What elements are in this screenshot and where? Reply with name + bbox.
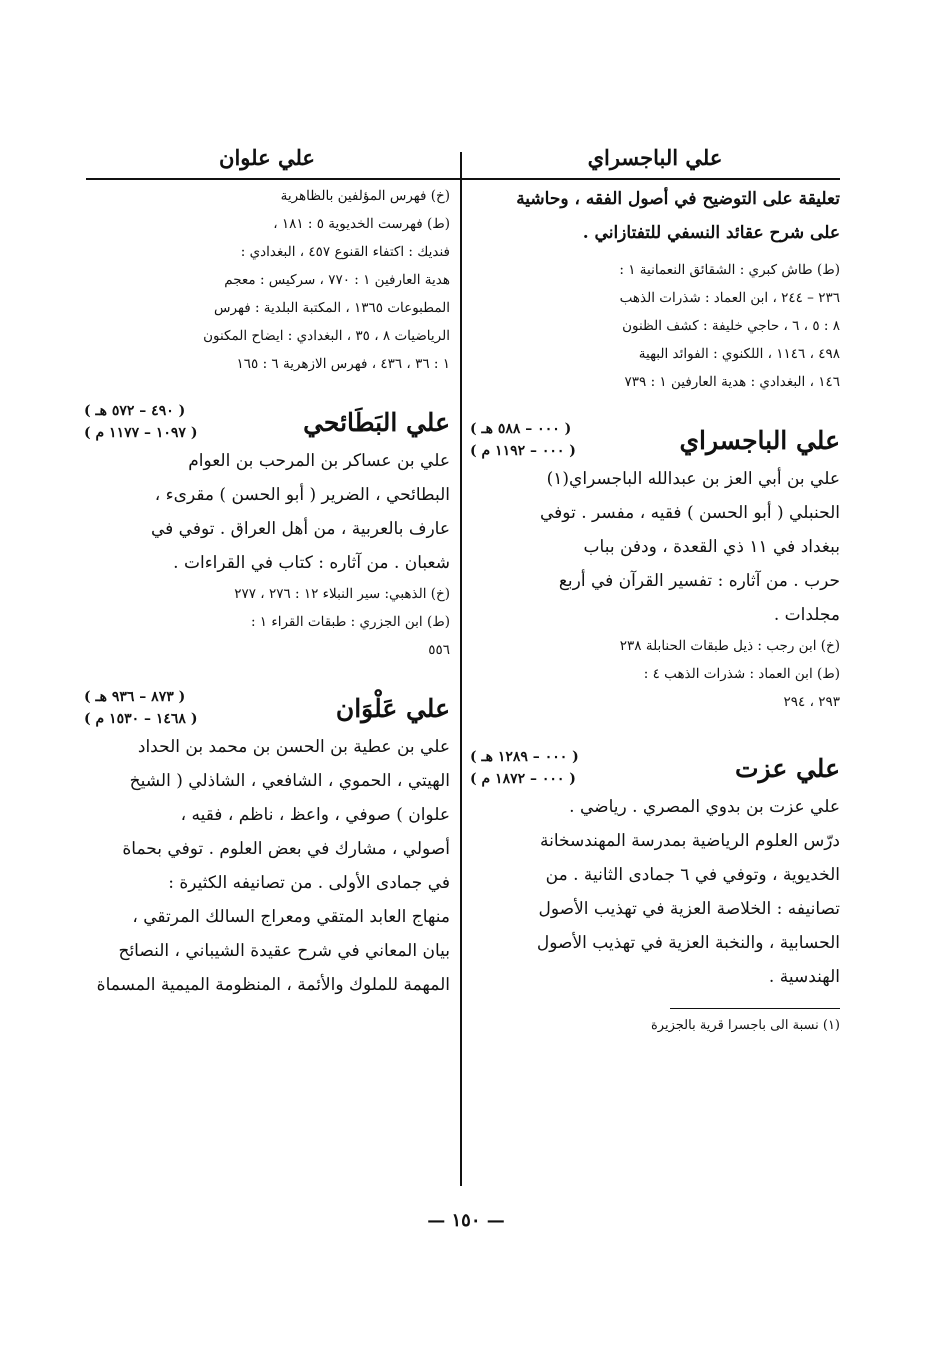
right-column xyxy=(470,140,840,1037)
column-divider xyxy=(460,152,462,1186)
dates-hijri: ( ٨٧٣ – ٩٣٦ هـ ) xyxy=(84,689,186,705)
entry-dates xyxy=(470,418,576,462)
entry-dates xyxy=(84,400,197,444)
reference-line: (ط) فهرست الخديوية ٥ : ١٨١ ، xyxy=(273,216,450,232)
entry-body-line: علي بن عساكر بن المرحب بن العوام xyxy=(188,451,450,471)
entry-body-line: الهيتي ، الحموي ، الشافعي ، الشاذلي ( الشيخ xyxy=(129,771,450,791)
footnote-rule xyxy=(670,1008,840,1009)
dates-gregorian: ( ١٠٩٧ – ١١٧٧ م ) xyxy=(84,425,198,441)
entry-body-line: أصولي ، مشارك في بعض العلوم . توفي بحماة xyxy=(122,839,450,859)
reference-line: (خ) فهرس المؤلفين بالظاهرية xyxy=(280,188,450,204)
dates-gregorian: ( ٠٠٠ – ١١٩٢ م ) xyxy=(470,443,576,459)
entry-heading xyxy=(84,400,450,444)
right-column-body xyxy=(470,182,840,1037)
entry-name: علي عزت xyxy=(735,753,840,783)
entry-body-line: علي عزت بن بدوي المصري . رياضي . xyxy=(569,797,840,817)
entry-dates xyxy=(84,686,197,730)
reference-line: (ط) ابن الجزري : طبقات القراء ١ : xyxy=(250,614,450,630)
left-running-header: علي علوان xyxy=(219,145,315,170)
entry-body-line: منهاج العابد المتقي ومعراج السالك المرتقي ، xyxy=(132,907,450,927)
continued-text-line: على شرح عقائد النسفي للتفتازاني . xyxy=(582,223,840,243)
reference-line: ٤٩٨ ، ١١٤٦ ، اللكنوي : الفوائد البهية xyxy=(638,346,840,362)
reference-line: ٥٥٦ xyxy=(428,642,450,658)
entry-body-line: في جمادى الأولى . من تصانيفه الكثيرة : xyxy=(168,873,450,893)
reference-line: المطبوعات ١٣٦٥ ، المكتبة البلدية : فهرس xyxy=(214,300,450,316)
right-running-header: علي الباجسراي xyxy=(587,145,723,170)
continued-text-line: تعليقة على التوضيح في أصول الفقه ، وحاشية xyxy=(516,189,840,209)
reference-line: فنديك : اكتفاء القنوع ٤٥٧ ، البغدادي : xyxy=(240,244,450,260)
page-number: — ١٥٠ — xyxy=(427,1210,505,1231)
entry-body-line: المهمة للملوك والأئمة ، المنظومة الميمية المسماة xyxy=(96,975,450,995)
entry-body-line: الحسابية ، والنخبة العزية في تهذيب الأصول xyxy=(536,933,840,953)
dates-hijri: ( ٠٠٠ – ٥٨٨ هـ ) xyxy=(470,421,572,437)
entry-body-line: الحنبلي ( أبو الحسن ) فقيه ، مفسر . توفي xyxy=(540,503,840,523)
entry-body-line: بيان المعاني في شرح عقيدة الشيباني ، النصائح xyxy=(118,941,450,961)
reference-line: (ط) طاش كبري : الشقائق النعمانية ١ : xyxy=(619,262,840,278)
entry-name: علي الباجسراي xyxy=(679,425,840,455)
entry-body-line: شعبان . من آثاره : كتاب في القراءات . xyxy=(173,553,450,573)
reference-line: ٢٩٣ ، ٢٩٤ xyxy=(783,694,840,710)
entry-name: علي عَلْوَان xyxy=(335,693,450,723)
left-column-body xyxy=(84,182,450,1002)
reference-line: ١٤٦ ، البغدادي : هدية العارفين ١ : ٧٣٩ xyxy=(624,374,840,390)
entry-dates xyxy=(470,746,579,790)
reference-line: (خ) ابن رجب : ذيل طبقات الحنابلة ٢٣٨ xyxy=(619,638,840,654)
reference-line: ٢٣٦ – ٢٤٤ ، ابن العماد : شذرات الذهب xyxy=(619,290,840,306)
reference-line: ٨ : ٥ ، ٦ ، حاجي خليفة : كشف الظنون xyxy=(622,318,840,334)
entry-heading xyxy=(470,418,840,462)
entry-body-line: ببغداد في ١١ ذي القعدة ، ودفن بباب xyxy=(583,537,840,557)
entry-body-line: علوان ) صوفي ، واعظ ، ناظم ، فقيه ، xyxy=(180,805,450,825)
entry-body-line: الخديوية ، وتوفي في ٦ جمادى الثانية . من xyxy=(545,865,840,885)
left-column xyxy=(84,140,450,1002)
reference-line: (خ) الذهبي: سير النبلاء ١٢ : ٢٧٦ ، ٢٧٧ xyxy=(234,586,450,602)
entry-heading xyxy=(84,686,450,730)
entry-body-line: تصانيفه : الخلاصة العزية في تهذيب الأصول xyxy=(538,899,840,919)
reference-line: هدية العارفين ١ : ٧٧٠ ، سركيس : معجم xyxy=(224,272,450,288)
dates-gregorian: ( ٠٠٠ – ١٨٧٢ م ) xyxy=(470,771,576,787)
entry-name: علي البَطَائحي xyxy=(303,407,450,437)
entry-heading xyxy=(470,746,840,790)
dates-gregorian: ( ١٤٦٨ – ١٥٣٠ م ) xyxy=(84,711,198,727)
reference-line: ١ : ٣٦ ، ٤٣٦ ، فهرس الازهرية ٦ : ١٦٥ xyxy=(236,356,450,372)
reference-line: الرياضيات ٨ ، ٣٥ ، البغدادي : ايضاح المكنون xyxy=(203,328,450,344)
entry-body-line: علي بن عطية بن الحسن بن محمد بن الحداد xyxy=(137,737,450,757)
reference-line: (ط) ابن العماد : شذرات الذهب ٤ : xyxy=(643,666,840,682)
entry-body-line: مجلدات . xyxy=(773,605,840,625)
entry-body-line: عارف بالعربية ، من أهل العراق . توفي في xyxy=(150,519,450,539)
entry-body-line: درّس العلوم الرياضية بمدرسة المهندسخانة xyxy=(540,831,840,851)
dates-hijri: ( ٠٠٠ – ١٢٨٩ هـ ) xyxy=(470,749,579,765)
footnote: (١) نسبة الى باجسرا قرية بالجزيرة xyxy=(651,1018,840,1033)
entry-body-line: البطائحي ، الضرير ( أبو الحسن ) مقرىء ، xyxy=(154,485,450,505)
entry-body-line: حرب . من آثاره : تفسير القرآن في أربع xyxy=(558,571,840,591)
dates-hijri: ( ٤٩٠ – ٥٧٢ هـ ) xyxy=(84,403,186,419)
entry-body-line: علي بن أبي العز بن عبدالله الباجسراي(١) xyxy=(546,469,840,489)
entry-body-line: الهندسية . xyxy=(768,967,840,987)
